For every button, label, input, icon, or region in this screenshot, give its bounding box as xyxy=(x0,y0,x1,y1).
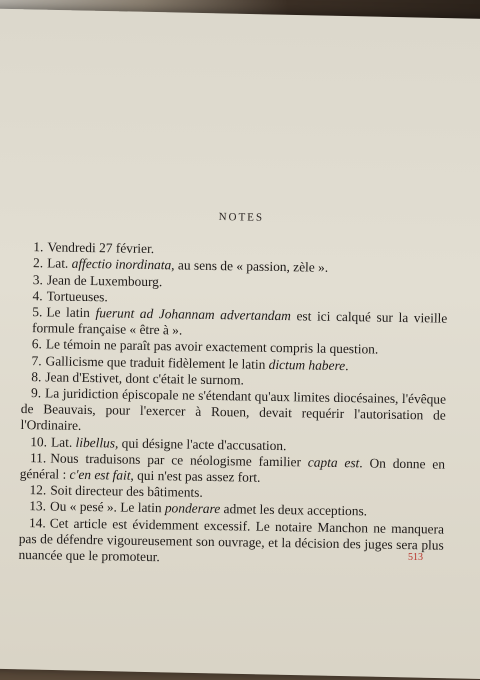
note-number: 9. xyxy=(30,385,42,401)
note-latin-term: ponderare xyxy=(164,500,221,517)
note-text: admet les deux acceptions. xyxy=(220,501,368,519)
note-text: . xyxy=(345,357,349,373)
note-number: 13. xyxy=(29,498,47,514)
note-text: Tortueuses. xyxy=(46,288,108,305)
note-text: Soit directeur des bâtiments. xyxy=(50,482,203,501)
note-latin-term: fuerunt ad Johannam advertandam xyxy=(95,305,292,324)
note-text: est ici calqué sur la vieille formule française « être à ». xyxy=(31,308,448,338)
note-number: 2. xyxy=(32,255,44,271)
note-text: Jean de Luxembourg. xyxy=(46,271,163,289)
note-latin-term: dictum habere xyxy=(268,356,346,373)
note-latin-term: affectio inordinata xyxy=(71,256,172,273)
note-text: La juridiction épiscopale ne s'étendant qu'aux limites diocésaines, l'évêque de Beauvais, pour l'exercer à Rouen, devait requérir l'autorisation de l'Ordinaire. xyxy=(20,385,447,434)
note-text: Nous traduisons par ce néologisme familier xyxy=(50,450,308,470)
note-number: 10. xyxy=(30,433,48,450)
note-text: Lat. xyxy=(50,434,76,450)
note-text: Gallicisme que traduit fidèlement le latin xyxy=(45,352,269,372)
note-text: Vendredi 27 février. xyxy=(47,239,155,257)
note-number: 11. xyxy=(29,449,47,466)
note-text: , qui désigne l'acte d'accusation. xyxy=(114,435,287,453)
note-number: 3. xyxy=(32,271,44,287)
page-number: 513 xyxy=(408,552,423,563)
notes-section xyxy=(18,206,449,570)
page-title: NOTES xyxy=(218,211,265,224)
note-number: 14. xyxy=(28,514,46,531)
note-text: . On donne en général : xyxy=(19,455,446,482)
note-text: Cet article est évidemment excessif. Le notaire Manchon ne manquera pas de défendre vigoureusement son ouvrage, et la décision des juges sera plus nuancée que le promoteur. xyxy=(18,515,445,565)
note-latin-term: capta est xyxy=(307,454,360,471)
note-number: 1. xyxy=(33,239,44,255)
note-latin-term: libellus xyxy=(75,434,116,451)
notes-list xyxy=(18,239,448,570)
note-number: 4. xyxy=(32,287,43,304)
note-number: 12. xyxy=(29,482,47,498)
note-text: Le témoin ne paraît pas avoir exactement compris la question. xyxy=(45,336,379,358)
note-text: Ou « pesé ». Le latin xyxy=(49,498,166,516)
note-number: 8. xyxy=(31,368,42,385)
note-number: 5. xyxy=(32,304,43,320)
note-text: , au sens de « passion, zèle ». xyxy=(171,257,329,276)
note-item xyxy=(20,385,446,440)
note-text: Lat. xyxy=(47,255,72,272)
note-text: Jean d'Estivet, dont c'était le surnom. xyxy=(45,369,245,388)
note-text: Le latin xyxy=(46,304,96,321)
note-item xyxy=(18,515,444,570)
note-latin-term: c'en est fait xyxy=(69,466,131,483)
note-number: 6. xyxy=(31,336,42,352)
note-number: 7. xyxy=(31,352,42,368)
note-text: , qui n'est pas assez fort. xyxy=(130,467,261,485)
